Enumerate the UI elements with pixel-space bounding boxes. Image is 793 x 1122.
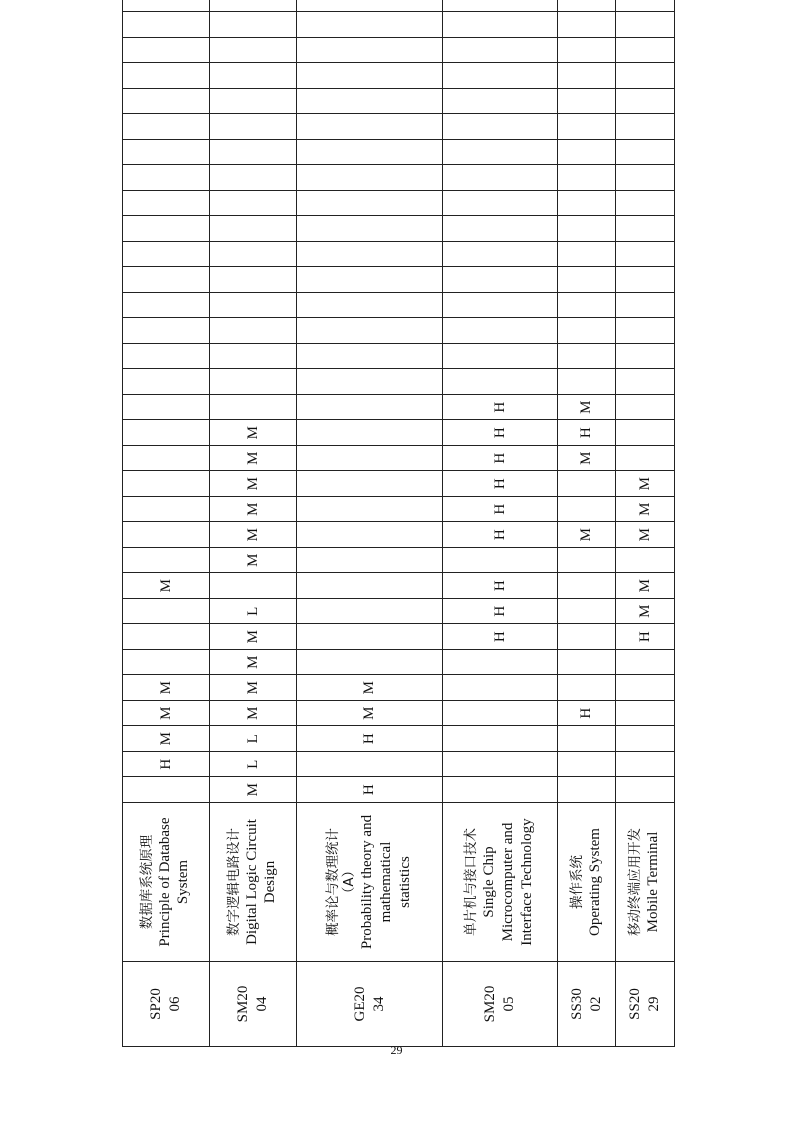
course-name-cell bbox=[616, 803, 675, 962]
course-row bbox=[123, 0, 210, 1047]
outcome-mark-cell bbox=[616, 446, 675, 472]
course-row bbox=[443, 0, 558, 1047]
outcome-mark-cell bbox=[616, 267, 675, 293]
outcome-mark-cell bbox=[210, 38, 297, 64]
outcome-mark-cell bbox=[443, 548, 558, 574]
outcome-mark-cell: M bbox=[210, 446, 297, 472]
outcome-mark-cell bbox=[443, 165, 558, 191]
course-name-line: Digital Logic Circuit bbox=[243, 819, 260, 945]
outcome-mark-cell bbox=[443, 701, 558, 727]
course-name-line: Design bbox=[262, 860, 279, 904]
outcome-mark-cell: M bbox=[210, 522, 297, 548]
outcome-mark-cell bbox=[558, 0, 616, 12]
outcome-mark-cell bbox=[297, 63, 443, 89]
outcome-mark-cell bbox=[210, 0, 297, 12]
course-name-line: 单片机与接口技术 bbox=[463, 828, 480, 936]
outcome-mark-cell bbox=[558, 140, 616, 166]
outcome-mark-cell bbox=[297, 395, 443, 421]
outcome-mark-cell bbox=[558, 293, 616, 319]
course-code-line: SS20 bbox=[627, 988, 644, 1020]
outcome-mark-cell bbox=[297, 624, 443, 650]
outcome-mark-cell bbox=[558, 89, 616, 115]
outcome-mark-cell bbox=[210, 318, 297, 344]
outcome-mark-cell bbox=[558, 216, 616, 242]
outcome-mark-cell: M bbox=[616, 599, 675, 625]
course-name-line: statistics bbox=[396, 856, 413, 908]
outcome-mark-cell bbox=[210, 369, 297, 395]
outcome-mark-cell bbox=[123, 89, 210, 115]
course-name-line: Principle of Database bbox=[156, 817, 173, 947]
course-name-line: 操作系统 bbox=[568, 855, 585, 909]
outcome-mark-cell bbox=[558, 12, 616, 38]
outcome-mark-cell bbox=[443, 38, 558, 64]
course-row bbox=[558, 0, 616, 1047]
outcome-mark-cell: M bbox=[210, 548, 297, 574]
outcome-mark-cell bbox=[123, 0, 210, 12]
outcome-mark-cell bbox=[558, 573, 616, 599]
outcome-mark-cell bbox=[558, 548, 616, 574]
outcome-mark-cell bbox=[443, 114, 558, 140]
course-code-cell bbox=[297, 962, 443, 1047]
outcome-mark-cell bbox=[616, 344, 675, 370]
page-number: 29 bbox=[390, 1043, 403, 1057]
outcome-mark-cell: M bbox=[616, 522, 675, 548]
outcome-mark-cell bbox=[297, 191, 443, 217]
outcome-mark-cell bbox=[123, 191, 210, 217]
outcome-mark-cell bbox=[123, 140, 210, 166]
outcome-mark-cell: H bbox=[297, 777, 443, 803]
outcome-mark-cell bbox=[443, 191, 558, 217]
outcome-mark-cell bbox=[558, 114, 616, 140]
outcome-mark-cell bbox=[297, 522, 443, 548]
outcome-mark-cell bbox=[558, 497, 616, 523]
outcome-mark-cell bbox=[123, 522, 210, 548]
course-code-cell bbox=[443, 962, 558, 1047]
outcome-mark-cell bbox=[558, 63, 616, 89]
outcome-mark-cell: H bbox=[443, 420, 558, 446]
outcome-mark-cell: L bbox=[210, 726, 297, 752]
course-name-line: 移动终端应用开发 bbox=[627, 828, 644, 936]
outcome-mark-cell: M bbox=[297, 675, 443, 701]
course-name-line: Probability theory and bbox=[359, 814, 376, 950]
course-name-line: Mobile Terminal bbox=[645, 831, 662, 933]
outcome-mark-cell bbox=[443, 267, 558, 293]
course-outcome-matrix bbox=[122, 0, 675, 1047]
outcome-mark-cell bbox=[443, 293, 558, 319]
outcome-mark-cell: H bbox=[616, 624, 675, 650]
outcome-mark-cell bbox=[443, 726, 558, 752]
outcome-mark-cell bbox=[443, 12, 558, 38]
course-name-line: Microcomputer and bbox=[500, 822, 517, 942]
outcome-mark-cell bbox=[443, 0, 558, 12]
outcome-mark-cell bbox=[616, 293, 675, 319]
outcome-mark-cell: M bbox=[558, 395, 616, 421]
course-name-line: System bbox=[175, 859, 192, 905]
outcome-mark-cell bbox=[443, 752, 558, 778]
course-name-line: 概率论与数理统计 bbox=[324, 828, 341, 936]
outcome-mark-cell bbox=[297, 293, 443, 319]
outcome-mark-cell bbox=[297, 650, 443, 676]
course-code-line: SM20 bbox=[235, 985, 252, 1023]
course-name-line: （A） bbox=[341, 863, 358, 901]
outcome-mark-cell bbox=[558, 38, 616, 64]
outcome-mark-cell bbox=[443, 63, 558, 89]
outcome-mark-cell bbox=[443, 140, 558, 166]
outcome-mark-cell bbox=[616, 777, 675, 803]
outcome-mark-cell bbox=[210, 89, 297, 115]
course-code-line: 29 bbox=[646, 996, 662, 1012]
outcome-mark-cell bbox=[443, 369, 558, 395]
outcome-mark-cell: M bbox=[210, 650, 297, 676]
outcome-mark-cell bbox=[297, 446, 443, 472]
course-name-cell bbox=[123, 803, 210, 962]
course-name-line: 数据库系统原理 bbox=[138, 834, 155, 930]
outcome-mark-cell bbox=[443, 650, 558, 676]
outcome-mark-cell: L bbox=[210, 599, 297, 625]
outcome-mark-cell: M bbox=[123, 701, 210, 727]
outcome-mark-cell: M bbox=[616, 497, 675, 523]
outcome-mark-cell: H bbox=[443, 599, 558, 625]
outcome-mark-cell bbox=[443, 318, 558, 344]
outcome-mark-cell bbox=[558, 318, 616, 344]
outcome-mark-cell bbox=[210, 395, 297, 421]
outcome-mark-cell bbox=[297, 12, 443, 38]
course-code-line: 02 bbox=[587, 996, 604, 1012]
outcome-mark-cell bbox=[123, 242, 210, 268]
outcome-mark-cell bbox=[123, 599, 210, 625]
outcome-mark-cell bbox=[616, 165, 675, 191]
course-code-cell bbox=[210, 962, 297, 1047]
outcome-mark-cell bbox=[558, 777, 616, 803]
outcome-mark-cell: M bbox=[210, 701, 297, 727]
outcome-mark-cell bbox=[297, 114, 443, 140]
outcome-mark-cell: M bbox=[616, 573, 675, 599]
course-code-line: SS30 bbox=[568, 988, 585, 1020]
outcome-mark-cell bbox=[123, 369, 210, 395]
course-name-cell bbox=[558, 803, 616, 962]
outcome-mark-cell bbox=[210, 293, 297, 319]
outcome-mark-cell bbox=[616, 726, 675, 752]
outcome-mark-cell bbox=[210, 344, 297, 370]
outcome-mark-cell bbox=[558, 726, 616, 752]
outcome-mark-cell bbox=[297, 548, 443, 574]
outcome-mark-cell bbox=[616, 12, 675, 38]
course-code-line: 05 bbox=[501, 996, 517, 1012]
outcome-mark-cell: H bbox=[443, 471, 558, 497]
outcome-mark-cell bbox=[616, 369, 675, 395]
rotated-page-table bbox=[122, 68, 674, 1047]
course-code-line: 04 bbox=[254, 996, 270, 1012]
course-row bbox=[297, 0, 443, 1047]
outcome-mark-cell bbox=[297, 497, 443, 523]
outcome-mark-cell bbox=[210, 267, 297, 293]
course-row bbox=[210, 0, 297, 1047]
outcome-mark-cell bbox=[616, 650, 675, 676]
outcome-mark-cell bbox=[616, 140, 675, 166]
outcome-mark-cell bbox=[123, 624, 210, 650]
outcome-mark-cell bbox=[297, 471, 443, 497]
outcome-mark-cell bbox=[297, 165, 443, 191]
outcome-mark-cell bbox=[443, 216, 558, 242]
outcome-mark-cell: H bbox=[123, 752, 210, 778]
outcome-mark-cell: M bbox=[123, 675, 210, 701]
outcome-mark-cell bbox=[123, 267, 210, 293]
outcome-mark-cell: M bbox=[210, 471, 297, 497]
outcome-mark-cell: H bbox=[443, 395, 558, 421]
outcome-mark-cell bbox=[123, 216, 210, 242]
course-name-cell bbox=[210, 803, 297, 962]
course-name-line: Single Chip bbox=[481, 846, 498, 918]
course-name-cell bbox=[297, 803, 443, 962]
outcome-mark-cell bbox=[297, 242, 443, 268]
outcome-mark-cell: H bbox=[443, 446, 558, 472]
course-code-line: SP20 bbox=[148, 988, 165, 1020]
outcome-mark-cell: M bbox=[558, 446, 616, 472]
outcome-mark-cell bbox=[443, 675, 558, 701]
outcome-mark-cell bbox=[616, 0, 675, 12]
outcome-mark-cell bbox=[123, 318, 210, 344]
course-code-line: 06 bbox=[167, 996, 183, 1012]
outcome-mark-cell bbox=[123, 344, 210, 370]
outcome-mark-cell bbox=[297, 573, 443, 599]
outcome-mark-cell: M bbox=[123, 573, 210, 599]
course-code-cell bbox=[123, 962, 210, 1047]
outcome-mark-cell: H bbox=[443, 573, 558, 599]
outcome-mark-cell: M bbox=[210, 420, 297, 446]
outcome-mark-cell bbox=[210, 573, 297, 599]
outcome-mark-cell bbox=[616, 420, 675, 446]
outcome-mark-cell bbox=[443, 242, 558, 268]
outcome-mark-cell bbox=[558, 242, 616, 268]
course-name-line: Interface Technology bbox=[518, 818, 535, 946]
outcome-mark-cell bbox=[123, 548, 210, 574]
course-code-cell bbox=[558, 962, 616, 1047]
outcome-mark-cell bbox=[297, 369, 443, 395]
outcome-mark-cell bbox=[558, 267, 616, 293]
outcome-mark-cell bbox=[123, 471, 210, 497]
outcome-mark-cell bbox=[297, 420, 443, 446]
outcome-mark-cell bbox=[210, 216, 297, 242]
course-name-cell bbox=[443, 803, 558, 962]
outcome-mark-cell bbox=[558, 344, 616, 370]
outcome-mark-cell bbox=[123, 114, 210, 140]
outcome-mark-cell bbox=[616, 675, 675, 701]
outcome-mark-cell bbox=[297, 216, 443, 242]
outcome-mark-cell bbox=[123, 38, 210, 64]
outcome-mark-cell bbox=[558, 165, 616, 191]
outcome-mark-cell bbox=[558, 599, 616, 625]
outcome-mark-cell bbox=[210, 114, 297, 140]
outcome-mark-cell bbox=[616, 63, 675, 89]
outcome-mark-cell bbox=[123, 12, 210, 38]
outcome-mark-cell bbox=[616, 89, 675, 115]
outcome-mark-cell bbox=[210, 242, 297, 268]
outcome-mark-cell bbox=[210, 165, 297, 191]
outcome-mark-cell: H bbox=[558, 420, 616, 446]
outcome-mark-cell bbox=[443, 89, 558, 115]
outcome-mark-cell bbox=[616, 216, 675, 242]
outcome-mark-cell bbox=[297, 38, 443, 64]
outcome-mark-cell bbox=[297, 89, 443, 115]
outcome-mark-cell bbox=[123, 420, 210, 446]
outcome-mark-cell bbox=[297, 344, 443, 370]
outcome-mark-cell: H bbox=[558, 701, 616, 727]
outcome-mark-cell bbox=[558, 624, 616, 650]
outcome-mark-cell bbox=[616, 191, 675, 217]
course-row bbox=[616, 0, 675, 1047]
outcome-mark-cell bbox=[210, 140, 297, 166]
outcome-mark-cell bbox=[297, 267, 443, 293]
course-code-cell bbox=[616, 962, 675, 1047]
outcome-mark-cell bbox=[616, 38, 675, 64]
outcome-mark-cell bbox=[558, 675, 616, 701]
outcome-mark-cell bbox=[558, 369, 616, 395]
outcome-mark-cell bbox=[123, 446, 210, 472]
outcome-mark-cell: H bbox=[297, 726, 443, 752]
outcome-mark-cell bbox=[616, 242, 675, 268]
outcome-mark-cell bbox=[297, 599, 443, 625]
outcome-mark-cell: M bbox=[616, 471, 675, 497]
outcome-mark-cell: L bbox=[210, 752, 297, 778]
outcome-mark-cell bbox=[443, 777, 558, 803]
outcome-mark-cell bbox=[123, 777, 210, 803]
outcome-mark-cell: M bbox=[210, 675, 297, 701]
outcome-mark-cell bbox=[297, 140, 443, 166]
outcome-mark-cell bbox=[297, 318, 443, 344]
outcome-mark-cell: M bbox=[297, 701, 443, 727]
course-name-line: Operating System bbox=[586, 828, 603, 936]
outcome-mark-cell bbox=[297, 0, 443, 12]
course-name-line: 数字逻辑电路设计 bbox=[225, 828, 242, 936]
outcome-mark-cell bbox=[210, 12, 297, 38]
outcome-mark-cell: H bbox=[443, 522, 558, 548]
outcome-mark-cell bbox=[123, 165, 210, 191]
outcome-mark-cell bbox=[616, 114, 675, 140]
outcome-mark-cell bbox=[558, 650, 616, 676]
outcome-mark-cell: M bbox=[123, 726, 210, 752]
outcome-mark-cell bbox=[123, 63, 210, 89]
outcome-mark-cell bbox=[558, 191, 616, 217]
outcome-mark-cell bbox=[123, 650, 210, 676]
course-code-line: 34 bbox=[370, 996, 387, 1012]
outcome-mark-cell bbox=[616, 701, 675, 727]
outcome-mark-cell bbox=[123, 497, 210, 523]
course-code-line: GE20 bbox=[351, 986, 368, 1022]
outcome-mark-cell: H bbox=[443, 497, 558, 523]
outcome-mark-cell bbox=[443, 344, 558, 370]
outcome-mark-cell: M bbox=[210, 777, 297, 803]
outcome-mark-cell: M bbox=[210, 624, 297, 650]
outcome-mark-cell bbox=[123, 293, 210, 319]
outcome-mark-cell bbox=[616, 752, 675, 778]
outcome-mark-cell: M bbox=[558, 522, 616, 548]
outcome-mark-cell: M bbox=[210, 497, 297, 523]
outcome-mark-cell bbox=[210, 191, 297, 217]
outcome-mark-cell: H bbox=[443, 624, 558, 650]
outcome-mark-cell bbox=[297, 752, 443, 778]
outcome-mark-cell bbox=[558, 752, 616, 778]
outcome-mark-cell bbox=[616, 395, 675, 421]
course-code-line: SM20 bbox=[482, 985, 499, 1023]
course-name-line: mathematical bbox=[378, 841, 394, 923]
outcome-mark-cell bbox=[558, 471, 616, 497]
outcome-mark-cell bbox=[123, 395, 210, 421]
outcome-mark-cell bbox=[210, 63, 297, 89]
outcome-mark-cell bbox=[616, 548, 675, 574]
outcome-mark-cell bbox=[616, 318, 675, 344]
